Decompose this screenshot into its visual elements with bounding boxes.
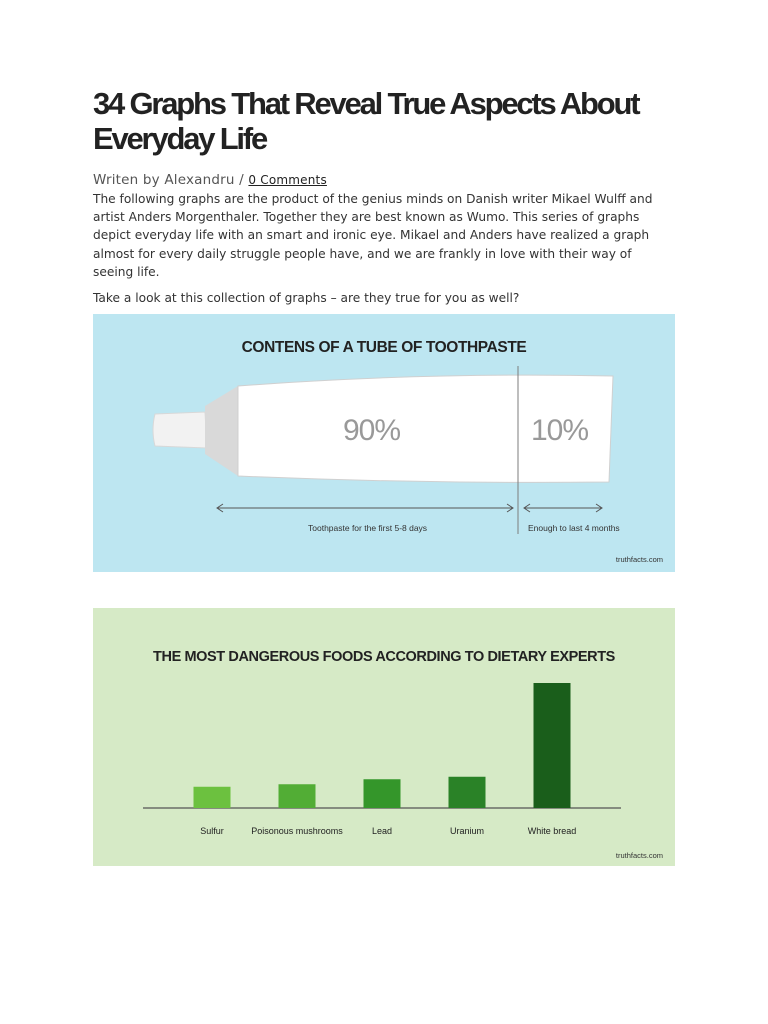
caption-first-days: Toothpaste for the first 5-8 days bbox=[308, 523, 428, 533]
comments-link[interactable]: 0 Comments bbox=[248, 173, 327, 187]
toothpaste-credit: truthfacts.com bbox=[615, 555, 663, 564]
bar-lead bbox=[364, 779, 401, 808]
bar-uranium bbox=[449, 777, 486, 808]
intro-paragraph: The following graphs are the product of the genius minds on Danish writer Mikael Wulff and artist Anders Morgenthaler. Together they are best known as Wumo. This series of graphs depict everyday life with an smart and ironic eye. Mikael and Anders have realized a graph almost for every daily struggle people have, and we are frankly in love with their way of seeing life. bbox=[93, 192, 653, 279]
article-title: 34 Graphs That Reveal True Aspects About Everyday Life bbox=[93, 86, 639, 156]
foods-chart-title: THE MOST DANGEROUS FOODS ACCORDING TO DIETARY EXPERTS bbox=[153, 649, 615, 665]
toothpaste-chart-title: CONTENS OF A TUBE OF TOOTHPASTE bbox=[241, 339, 527, 356]
x-label-lead: Lead bbox=[371, 826, 393, 836]
caption-four-months: Enough to last 4 months bbox=[528, 523, 620, 533]
value-label-90: 90% bbox=[343, 414, 401, 447]
bar-poisonous-mushrooms bbox=[279, 784, 316, 808]
value-label-10: 10% bbox=[531, 414, 589, 447]
tube-cap bbox=[153, 412, 207, 448]
foods-credit: truthfacts.com bbox=[615, 851, 663, 860]
arrow-first-days bbox=[217, 504, 513, 512]
bar-sulfur bbox=[194, 787, 231, 808]
bar-white-bread bbox=[534, 683, 571, 808]
x-label-poisonous-mushrooms: Poisonous mushrooms bbox=[251, 826, 343, 836]
foods-figure bbox=[93, 608, 675, 866]
x-label-uranium: Uranium bbox=[449, 826, 485, 836]
toothpaste-figure bbox=[93, 314, 675, 572]
tube-shoulder bbox=[205, 386, 238, 476]
author-text: Writen by Alexandru / bbox=[93, 172, 249, 188]
x-label-white-bread: White bread bbox=[527, 826, 577, 836]
foods-bar-chart bbox=[93, 608, 675, 866]
arrow-four-months bbox=[524, 504, 602, 512]
byline bbox=[93, 172, 675, 188]
x-label-sulfur: Sulfur bbox=[200, 826, 224, 836]
toothpaste-graphic bbox=[93, 314, 675, 572]
article bbox=[93, 86, 675, 307]
lead-paragraph: Take a look at this collection of graphs – are they true for you as well? bbox=[93, 291, 520, 306]
